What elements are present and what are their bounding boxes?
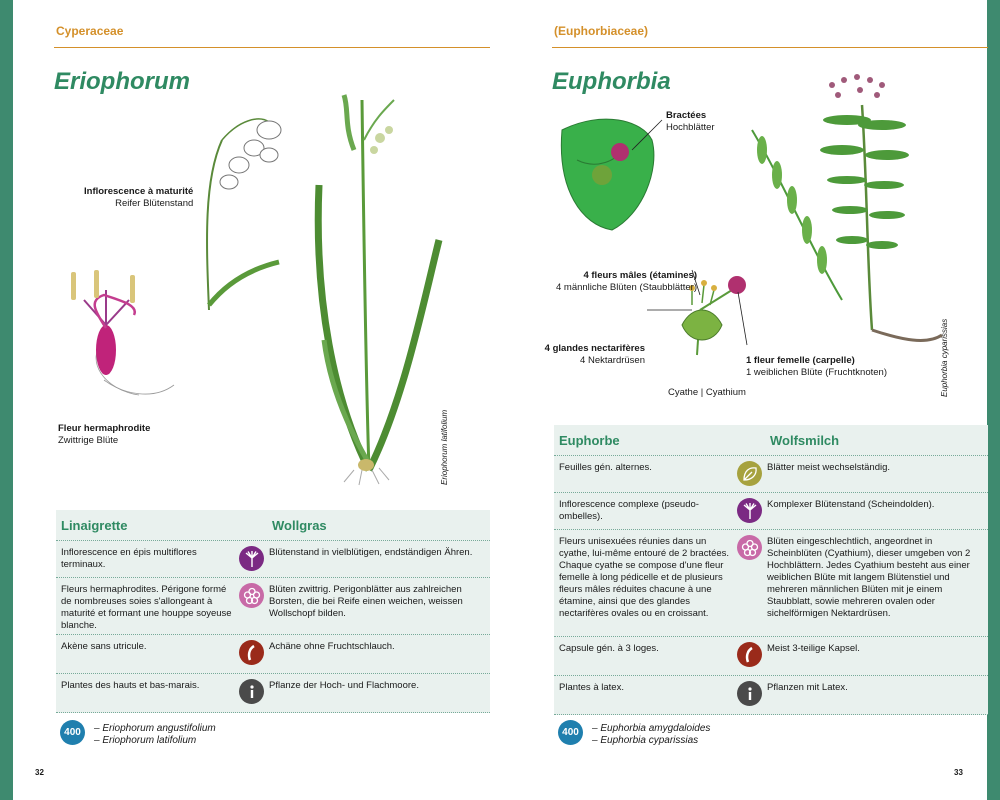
species-item: – Euphorbia cyparissias (592, 735, 699, 746)
table-row: Plantes à latex. Pflanzen mit Latex. (554, 676, 988, 715)
table-row: Inflorescence complexe (pseudo-ombelles). Komplexer Blütenstand (Scheindolden). (554, 493, 988, 530)
table-header (554, 425, 988, 456)
label-bracts: Bractées Hochblätter (666, 110, 715, 133)
label-cyathium: Cyathe | Cyathium (668, 387, 746, 398)
page-number: 32 (35, 768, 44, 777)
comparison-table (56, 510, 490, 713)
table-header (56, 510, 490, 541)
label-hermaphrodite-flower: Fleur hermaphrodite Zwittrige Blüte (58, 423, 151, 446)
genus-title: Euphorbia (552, 68, 671, 95)
inflorescence-icon (737, 498, 762, 523)
inflorescence-icon (239, 546, 264, 571)
table-row: Akène sans utricule. Achäne ohne Fruchtschlauch. (56, 635, 490, 674)
info-icon (737, 681, 762, 706)
label-female-flower: 1 fleur femelle (carpelle) 1 weiblichen Blüte (Fruchtknoten) (746, 355, 887, 378)
info-icon (239, 679, 264, 704)
family-heading: (Euphorbiaceae) (554, 24, 649, 38)
header-fr: Euphorbe (559, 433, 620, 448)
label-male-flowers: 4 fleurs mâles (étamines) 4 männliche Blüten (Staubblätter) (556, 270, 697, 293)
page-ref-badge[interactable]: 400 (558, 720, 583, 745)
header-fr: Linaigrette (61, 518, 128, 533)
right-edge-band (987, 0, 1000, 800)
genus-title: Eriophorum (54, 68, 190, 95)
species-item: – Eriophorum latifolium (94, 735, 197, 746)
species-item: – Eriophorum angustifolium (94, 723, 216, 734)
table-row: Fleurs unisexuées réunies dans un cyathe, lui-même entouré de 2 bractées. Chaque cyathe se compose d'une fleur femelle à long pédicelle et de plusieurs fleurs mâles réduites chacune à une étamine, ainsi que des glandes nectarifères ovales ou en croissant. Blüten eingeschlechtlich, angeordnet in Scheinblüten (Cyathium), dieser umgeben von 2 Hochblättern. Jedes Cyathium besteht aus einer weiblichen Blüte mit langem Blütenstiel und mehreren männlichen Blüten mit je einem Staubblatt, sowie mehreren ovalen oder sichelförmigen Nektardrüsen. (554, 530, 988, 637)
flower-icon (239, 583, 264, 608)
fruit-icon (239, 640, 264, 665)
table-row: Fleurs hermaphrodites. Périgone formé de nombreuses soies s'allongeant à maturité et formant une houppe soyeuse blanche. Blüten zwittrig. Perigonblätter aus zahlreichen Borsten, die bei Reife einen weichen, weissen Wollschopf bilden. (56, 578, 490, 635)
table-row: Capsule gén. à 3 loges. Meist 3-teilige Kapsel. (554, 637, 988, 676)
header-de: Wollgras (272, 518, 327, 533)
left-page (35, 0, 484, 800)
flower-icon (737, 535, 762, 560)
header-de: Wolfsmilch (770, 433, 840, 448)
table-row: Feuilles gén. alternes. Blätter meist wechselständig. (554, 456, 988, 493)
page-number: 33 (954, 768, 963, 777)
page-ref-badge[interactable]: 400 (60, 720, 85, 745)
fruit-icon (737, 642, 762, 667)
plant-caption: Euphorbia cyparissias (940, 318, 949, 397)
species-item: – Euphorbia amygdaloides (592, 723, 711, 734)
right-page (542, 0, 982, 800)
family-heading: Cyperaceae (56, 24, 124, 38)
comparison-table (554, 425, 988, 715)
table-row: Inflorescence en épis multiflores terminaux. Blütenstand in vielblütigen, endständigen Ähren. (56, 541, 490, 578)
plant-caption: Eriophorum latifolium (440, 409, 449, 485)
label-mature-inflorescence: Inflorescence à maturité Reifer Blütenstand (84, 186, 194, 209)
left-edge-band (0, 0, 13, 800)
label-nectar-glands: 4 glandes nectarifères 4 Nektardrüsen (544, 343, 645, 366)
leaf-icon (737, 461, 762, 486)
table-row: Plantes des hauts et bas-marais. Pflanze der Hoch- und Flachmoore. (56, 674, 490, 713)
